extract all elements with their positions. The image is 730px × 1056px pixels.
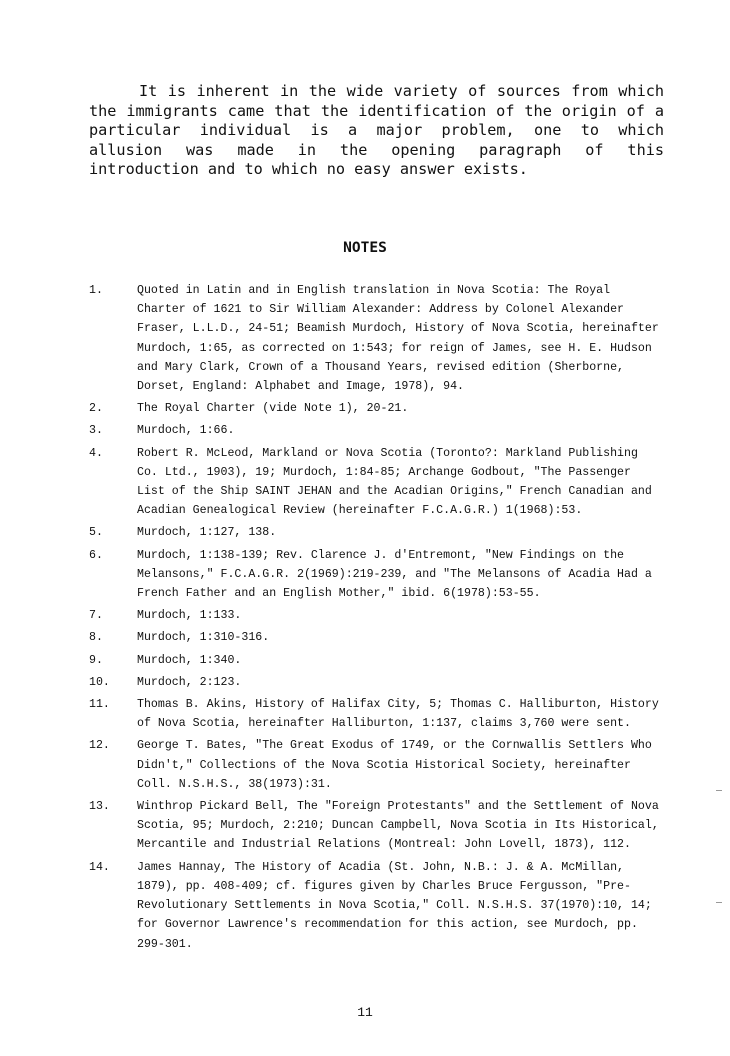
note-text: Robert R. McLeod, Markland or Nova Scotia (Toronto?: Markland Publishing Co. Ltd., 1903), 19; Murdoch, 1:84-85; Archange Godbout, "The Passenger List of the Ship SAINT JEHAN and the Acadian Origins," French Canadian and Acadian Genealogical Review (hereinafter F.C.A.G.R.) 1(1968):53. — [137, 446, 652, 518]
note-item — [89, 606, 664, 625]
note-item — [89, 546, 664, 604]
notes-list — [89, 281, 664, 957]
note-number: 7. — [89, 609, 103, 623]
intro-paragraph: It is inherent in the wide variety of sources from which the immigrants came that the identification of the origin of a particular individual is a major problem, one to which allusion was made in the opening paragraph of this introduction and to which no easy answer exists. — [89, 82, 664, 179]
note-item — [89, 421, 664, 440]
note-number: 4. — [89, 446, 103, 460]
note-text: Murdoch, 2:123. — [137, 675, 242, 689]
note-text: Thomas B. Akins, History of Halifax City, 5; Thomas C. Halliburton, History of Nova Scotia, hereinafter Halliburton, 1:137, claims 3,760 were sent. — [137, 698, 659, 731]
note-number: 3. — [89, 424, 103, 438]
note-item — [89, 399, 664, 418]
note-number: 5. — [89, 526, 103, 540]
note-item — [89, 281, 664, 396]
note-text: Murdoch, 1:310-316. — [137, 631, 270, 645]
note-text: Winthrop Pickard Bell, The "Foreign Protestants" and the Settlement of Nova Scotia, 95; Murdoch, 2:210; Duncan Campbell, Nova Scotia in Its Historical, Mercantile and Industrial Relations (Montreal: John Lovell, 1873), 112. — [137, 800, 659, 852]
note-number: 10. — [89, 675, 110, 689]
note-text: James Hannay, The History of Acadia (St. John, N.B.: J. & A. McMillan, 1879), pp. 408-409; cf. figures given by Charles Bruce Fergusson, "Pre-Revolutionary Settlements in Nova Scotia," Coll. N.S.H.S. 37(1970):10, 14; for Governor Lawrence's recommendation for this action, see Murdoch, pp. 299-301. — [137, 860, 652, 951]
note-number: 14. — [89, 860, 110, 874]
note-number: 13. — [89, 800, 110, 814]
note-item — [89, 695, 664, 733]
note-text: The Royal Charter (vide Note 1), 20-21. — [137, 402, 409, 416]
notes-heading: NOTES — [343, 240, 387, 256]
page-number: 11 — [357, 1005, 373, 1020]
note-text: George T. Bates, "The Great Exodus of 1749, or the Cornwallis Settlers Who Didn't," Collections of the Nova Scotia Historical Society, hereinafter Coll. N.S.H.S., 38(1973):31. — [137, 739, 652, 791]
note-item — [89, 858, 664, 954]
scan-margin-mark — [716, 790, 722, 791]
note-number: 9. — [89, 653, 103, 667]
scan-margin-mark — [716, 902, 722, 903]
note-number: 6. — [89, 548, 103, 562]
note-number: 12. — [89, 739, 110, 753]
note-text: Murdoch, 1:138-139; Rev. Clarence J. d'Entremont, "New Findings on the Melansons," F.C.A.G.R. 2(1969):219-239, and "The Melansons of Acadia Had a French Father and an English Mother," ibid. 6(1978):53-55. — [137, 548, 652, 601]
note-number: 1. — [89, 284, 103, 297]
note-item — [89, 444, 664, 521]
note-item — [89, 523, 664, 542]
note-item — [89, 628, 664, 647]
note-text: Murdoch, 1:66. — [137, 424, 235, 438]
note-number: 11. — [89, 698, 110, 712]
note-text: Murdoch, 1:127, 138. — [137, 526, 277, 540]
note-text: Murdoch, 1:133. — [137, 609, 242, 623]
note-number: 8. — [89, 631, 103, 645]
note-text: Quoted in Latin and in English translation in Nova Scotia: The Royal Charter of 1621 to Sir William Alexander: Address by Colonel Alexander Fraser, L.L.D., 24-51; Beamish Murdoch, History of Nova Scotia, hereinafter Murdoch, 1:65, as corrected on 1:543; for reign of James, see H. E. Hudson and Mary Clark, Crown of a Thousand Years, revised edition (Sherborne, Dorset, England: Alphabet and Image, 1978), 94. — [137, 284, 659, 394]
note-item — [89, 736, 664, 794]
note-item — [89, 651, 664, 670]
note-number: 2. — [89, 402, 103, 416]
note-item — [89, 673, 664, 692]
note-text: Murdoch, 1:340. — [137, 653, 242, 667]
note-item — [89, 797, 664, 855]
